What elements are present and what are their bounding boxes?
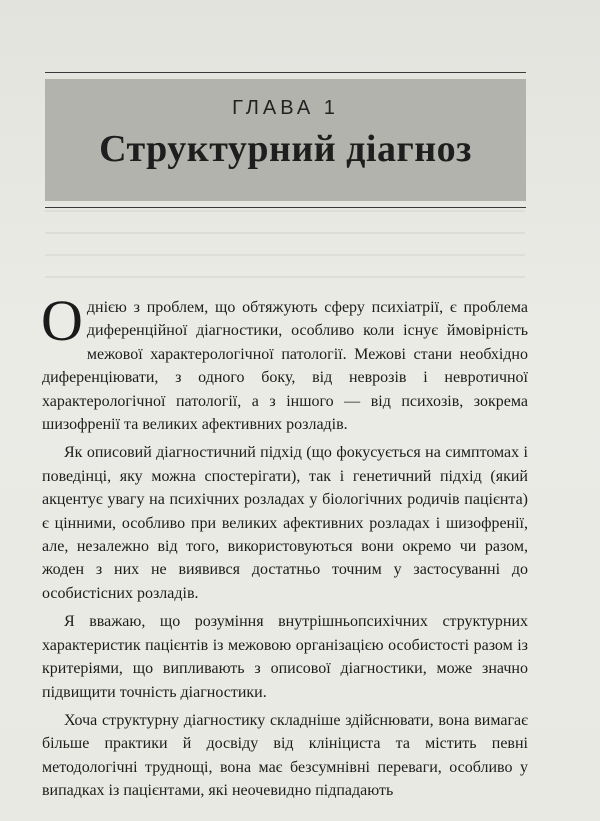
chapter-label: ГЛАВА 1 [232, 97, 339, 119]
drop-cap: О [41, 288, 83, 353]
paragraph-1-text: днією з проблем, що обтяжують сферу психіатрії, є проблема диференційної діагностики, особливо коли існує ймовірність межової характерологічної патології. Межові стани необхідно диференціювати, з одного боку, від неврозів і невротичної характерологічної патології, а з іншого — від психозів, зокрема шизофренії та великих афективних розладів. [42, 299, 528, 434]
chapter-heading-block [45, 72, 526, 208]
paragraph-4: Хоча структурну діагностику складніше здійснювати, вона вимагає більше практики й досвіду від клініциста та містить певні методологічні труднощі, вона має безсумнівні переваги, особливо у випадках із пацієнтами, які неочевидно підпадають [42, 711, 528, 800]
body-text [41, 288, 528, 803]
chapter-title: Структурний діагноз [99, 128, 472, 170]
chapter-heading-background [45, 79, 526, 201]
paragraph-1 [41, 288, 528, 436]
running-header-faded [30, 24, 570, 38]
bleed-through-text [45, 210, 525, 285]
paragraph-3: Я вважаю, що розуміння внутрішньопсихічних структурних характеристик пацієнтів із межовою організацією особистості разом із критеріями, що випливають з описової діагностики, може значно підвищити точність діагностики. [42, 613, 528, 701]
paragraph-2: Як описовий діагностичний підхід (що фокусується на симптомах і поведінці, яку можна спостерігати), так і генетичний підхід (який акцентує увагу на психічних розладах у біологічних родичів пацієнта) є цінними, особливо при великих афективних розладах і шизофренії, але, незалежно від того, використовуються вони окремо чи разом, жоден з них не виявився достатньо точним у застосуванні до особистісних розладів. [42, 444, 528, 602]
